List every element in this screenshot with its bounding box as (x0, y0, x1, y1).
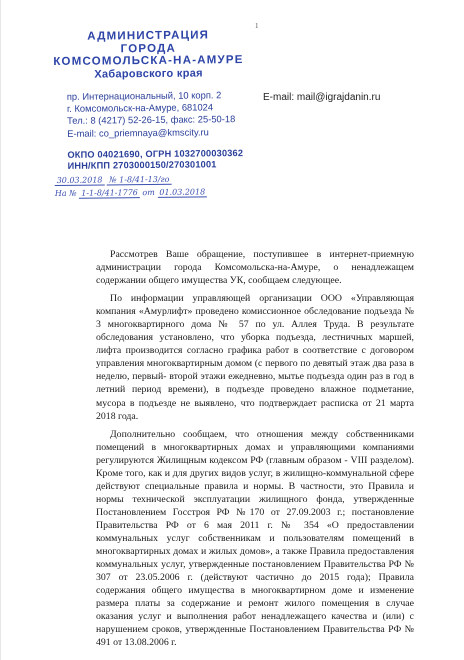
handwritten-ref-label: На № (54, 188, 77, 198)
letter-body (96, 248, 414, 654)
stamp-address-line: г. Комсомольск-на-Амуре, 681024 (66, 101, 214, 115)
stamp-org-line: Хабаровского края (94, 66, 203, 81)
page-number: 1 (255, 22, 259, 30)
stamp-registration-line: ИНН/КПП 2703000150/270301001 (67, 159, 217, 172)
body-paragraph: Рассмотрев Ваше обращение, поступившее в интернет-приемную администрации города Комсомольска-на-Амуре, о ненадлежащем содержании общего имущества УК, сообщаем следующее. (96, 249, 414, 287)
administration-stamp (48, 29, 250, 199)
handwritten-date: 30.03.2018 (55, 175, 105, 186)
handwritten-number: № 1-8/41-13/го (107, 175, 171, 186)
stamp-registration-line: ОКПО 04021690, ОГРН 1032700030362 (67, 147, 244, 160)
stamp-org-line: ГОРОДА (120, 42, 177, 55)
handwritten-reference (55, 186, 250, 199)
handwritten-ref-from: от (142, 187, 155, 198)
stamp-org-line: КОМСОМОЛЬСКА-НА-АМУРЕ (53, 54, 244, 68)
handwritten-outgoing-number (55, 173, 250, 186)
handwritten-ref-number: 1-1-8/41-1776 (79, 188, 140, 199)
handwritten-ref-date: 01.03.2018 (157, 187, 207, 198)
stamp-org-line: АДМИНИСТРАЦИЯ (87, 29, 210, 43)
stamp-address-line: E-mail: co_priemnaya@kmscity.ru (67, 125, 209, 139)
stamp-address-line: пр. Интернациональный, 10 корп. 2 (66, 89, 222, 102)
body-paragraph: По информации управляющей организации ООО «Управляющая компания «Амурлифт» проведено комиссионное обследование подъезда № 3 многоквартирного дома № 57 по ул. Аллея Труда. В результате обследования установлено, что уборка подъезда, лестничных маршей, лифта производится согласно графика работ в соответствие с договором управления многоквартирным домом (с первого по девятый этаж два раза в неделю, первый- второй этажи ежедневно, мытье подъезда один раз в год в летний период времени), в подъезде проведено влажное подметание, мусора в подъезде не выявлено, что подтверждает расписка от 21 марта 2018 года. (96, 293, 414, 422)
recipient-email: E-mail: mail@igrajdanin.ru (263, 92, 381, 103)
stamp-registration (67, 148, 249, 173)
stamp-address-line: Тел.: 8 (4217) 52-26-15, факс: 25-50-18 (67, 113, 236, 127)
stamp-address (67, 89, 250, 140)
body-paragraph: Дополнительно сообщаем, что отношения между собственниками помещений в многоквартирных домах и управляющими компаниями регулируются Жилищным кодексом РФ (главным образом - VIII разделом). Кроме того, как и для других видов услуг, в жилищно-коммунальной сфере действуют специальные правила и нормы. В частности, это Правила и нормы технической эксплуатации жилищного фонда, утвержденные Постановлением Госстроя РФ №170 от 27.09.2003 г.; постановление Правительства РФ от 6 мая 2011 г. № 354 «О предоставлении коммунальных услуг собственникам и пользователям помещений в многоквартирных домах и жилых домов», а также Правила предоставления коммунальных услуг, утвержденные постановлением Правительства РФ № 307 от 23.05.2006 г. (действуют частично до 2015 года); Правила содержания общего имущества в многоквартирном доме и изменение размера платы за содержание и ремонт жилого помещения в случае оказания услуг и выполнения работ ненадлежащего качества и (или) с нарушением сроков, утвержденные Постановлением Правительства РФ № 491 от 13.08.2006 г. (96, 428, 414, 649)
